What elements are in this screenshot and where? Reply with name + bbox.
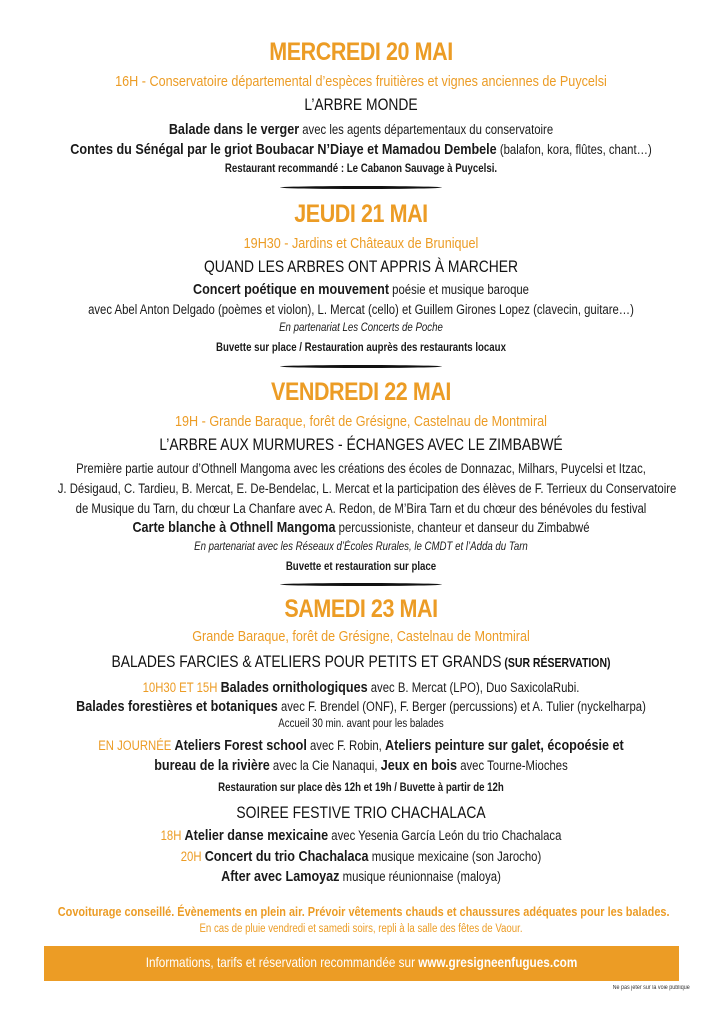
event-para-line-3: de Musique du Tarn, du chœur La Chanfare avec A. Redon, de M’Bira Tarn et du chœur des bénévoles du festival [75,501,647,516]
event-line-text: avec Tourne-Mioches [457,758,568,773]
event-line-text: avec F. Robin, [306,738,385,753]
time-label: 18H [160,828,185,843]
event-line-text: avec B. Mercat (LPO), Duo SaxicolaRubi. [367,680,580,695]
note-samedi: Restauration sur place dès 12h et 19h / Buvette à partir de 12h [218,782,504,794]
event-para-line-2: J. Désigaud, C. Tardieu, B. Mercat, E. De-Bendelac, L. Mercat et la participation des élèves de F. Terrieux du Conservatoire [57,481,677,496]
separator [280,365,442,368]
event-line-samedi-3: Accueil 30 min. avant pour les balades [278,718,444,730]
event-line-text: musique réunionnaise (maloya) [339,869,501,884]
event-line-mercredi-1 [58,121,664,138]
soiree-line-1 [58,827,664,844]
note-mercredi: Restaurant recommandé : Le Cabanon Sauvage à Puycelsi. [224,163,498,175]
event-line-bold: After avec Lamoyaz [221,868,340,885]
soiree-line-3 [58,868,664,885]
venue-samedi: Grande Baraque, forêt de Grésigne, Castelnau de Montmiral [192,628,530,645]
event-title-vendredi: L’ARBRE AUX MURMURES - ÉCHANGES AVEC LE ZIMBABWÉ [159,436,563,454]
banner-label: Informations, tarifs et réservation recommandée sur [145,954,419,970]
event-title-text: BALADES FARCIES & ATELIERS POUR PETITS ET GRANDS [111,653,502,671]
event-line-bold: Jeux en bois [380,757,458,774]
event-line-bold: Atelier danse mexicaine [184,827,329,844]
soiree-title: SOIREE FESTIVE TRIO CHACHALACA [236,804,486,822]
event-line-bold: bureau de la rivière [154,757,270,774]
event-line-bold: Concert du trio Chachalaca [204,848,369,865]
event-line-text: avec F. Brendel (ONF), F. Berger (percussions) et A. Tulier (nyckelharpa) [277,699,646,714]
soiree-line-2 [58,848,664,865]
event-line-samedi-1 [58,679,664,696]
event-title-jeudi: QUAND LES ARBRES ONT APPRIS À MARCHER [203,258,518,276]
event-line-jeudi-1 [58,281,664,298]
event-line-text: avec Yesenia García León du trio Chachalaca [328,828,562,843]
event-para-line-1: Première partie autour d’Othnell Mangoma avec les créations des écoles de Donnazac, Milhars, Puycelsi et Itzac, [76,461,646,476]
event-line-text: musique mexicaine (son Jarocho) [368,849,542,864]
event-line-bold: Balades ornithologiques [220,679,368,696]
event-line-samedi-4 [58,737,664,754]
event-line-vendredi [58,519,664,536]
event-line-jeudi-2: avec Abel Anton Delgado (poèmes et violon), L. Mercat (cello) et Guillem Girones Lopez (clavecin, guitare…) [88,302,634,317]
event-line-text: avec la Cie Nanaqui, [269,758,381,773]
info-banner [44,946,679,981]
event-title-samedi [58,653,664,672]
venue-vendredi: 19H - Grande Baraque, forêt de Grésigne, Castelnau de Montmiral [175,413,547,430]
event-line-mercredi-2 [58,141,664,158]
event-line-bold: Ateliers Forest school [174,737,307,754]
event-line-text: (balafon, kora, flûtes, chant…) [496,142,652,157]
venue-mercredi: 16H - Conservatoire départemental d’espèces fruitières et vignes anciennes de Puycelsi [115,73,607,90]
rain-notice: En cas de pluie vendredi et samedi soirs, repli à la salle des fêtes de Vaour. [199,923,523,935]
partner-jeudi: En partenariat Les Concerts de Poche [279,322,443,334]
note-vendredi: Buvette et restauration sur place [285,561,437,573]
event-line-bold: Carte blanche à Othnell Mangoma [132,519,336,536]
day-heading-mercredi: MERCREDI 20 MAI [269,38,453,66]
event-line-bold: Balades forestières et botaniques [76,698,278,715]
time-label: 10H30 ET 15H [142,680,221,695]
event-line-bold: Ateliers peinture sur galet, écopoésie et [384,737,624,754]
event-line-text: poésie et musique baroque [389,282,529,297]
separator [280,186,442,189]
legal-notice: Ne pas jeter sur la voie publique [612,985,690,991]
event-title-mercredi: L’ARBRE MONDE [304,96,418,114]
time-label: 20H [180,849,205,864]
time-label: EN JOURNÉE [98,738,175,753]
event-line-text: percussioniste, chanteur et danseur du Zimbabwé [335,520,590,535]
note-jeudi: Buvette sur place / Restauration auprès des restaurants locaux [216,342,506,354]
event-line-bold: Balade dans le verger [168,121,300,138]
banner-text [95,954,628,970]
website-link[interactable]: www.gresigneenfugues.com [418,954,578,970]
event-line-bold: Contes du Sénégal par le griot Boubacar N’Diaye et Mamadou Dembele [70,141,497,158]
reservation-note: (SUR RÉSERVATION) [501,656,611,670]
event-line-bold: Concert poétique en mouvement [193,281,390,298]
event-line-text: avec les agents départementaux du conservatoire [299,122,554,137]
separator [280,583,442,586]
partner-vendredi: En partenariat avec les Réseaux d’Écoles Rurales, le CMDT et l’Adda du Tarn [194,541,528,553]
event-line-samedi-5 [58,757,664,774]
event-line-samedi-2 [58,698,664,715]
advice-text: Covoiturage conseillé. Évènements en plein air. Prévoir vêtements chauds et chaussures adéquates pour les balades. [57,904,670,919]
day-heading-vendredi: VENDREDI 22 MAI [271,378,451,406]
venue-jeudi: 19H30 - Jardins et Châteaux de Bruniquel [243,235,479,252]
day-heading-samedi: SAMEDI 23 MAI [284,595,438,623]
day-heading-jeudi: JEUDI 21 MAI [294,200,428,228]
